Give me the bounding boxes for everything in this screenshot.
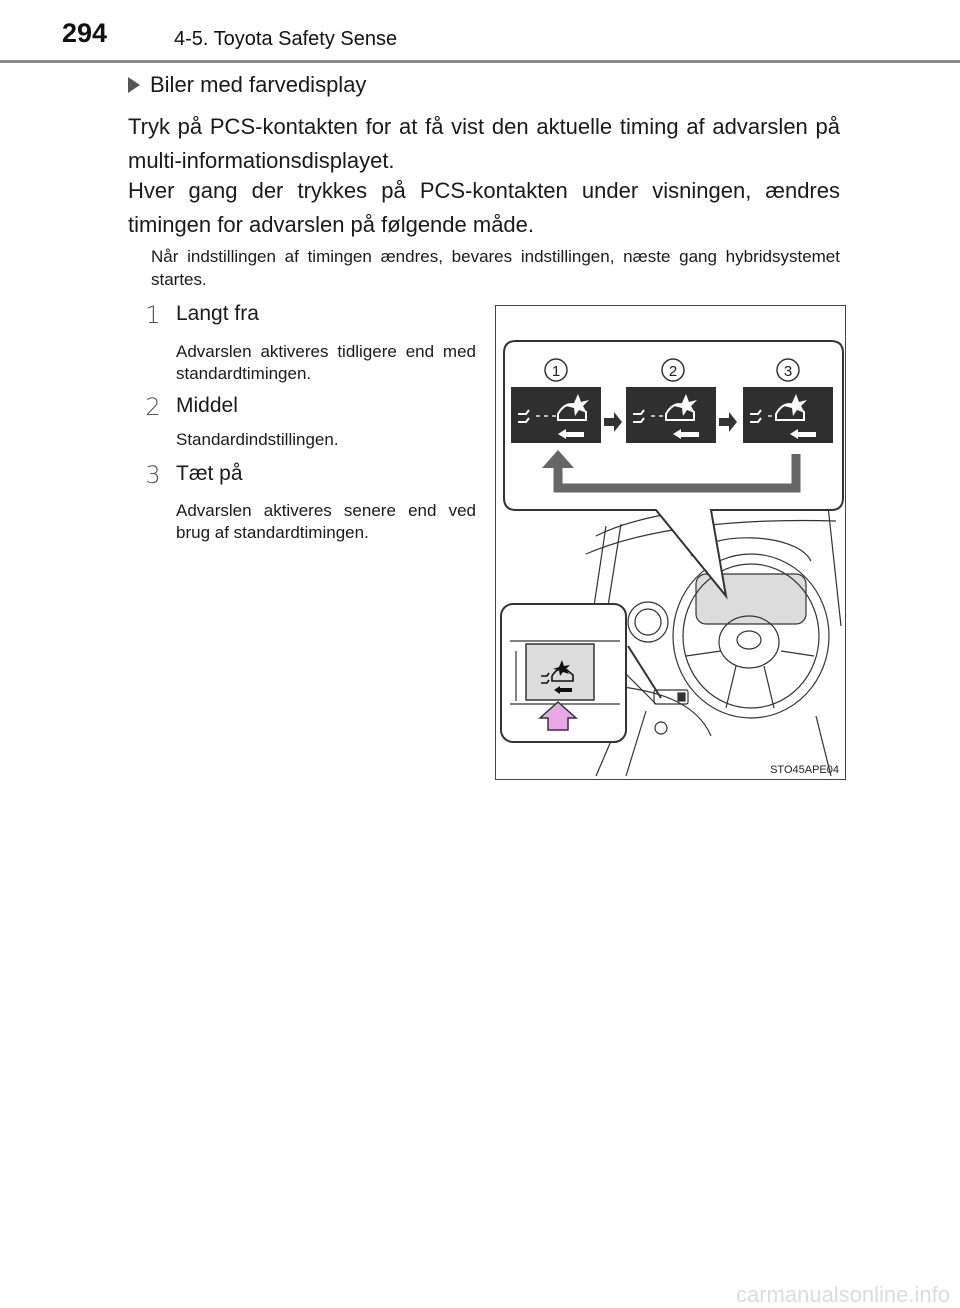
dashboard-illustration xyxy=(496,306,847,781)
timing-screen-middle-icon xyxy=(626,387,716,443)
figure-callout-1: 1 xyxy=(551,363,561,380)
item-title-3: Tæt på xyxy=(176,462,243,485)
paragraph-1: Tryk på PCS-kontakten for at få vist den aktuelle timing af advarslen på multi-informationsdisplayet. xyxy=(128,114,840,173)
figure-callout-3: 3 xyxy=(783,363,793,380)
figure-callout-2: 2 xyxy=(668,363,678,380)
chapter-title: 4-5. Toyota Safety Sense xyxy=(174,28,398,50)
page-number: 294 xyxy=(62,18,108,48)
timing-screen-near-icon xyxy=(743,387,833,443)
paragraph-2: Hver gang der trykkes på PCS-kontakten under visningen, ændres timingen for advarslen på følgende måde. xyxy=(128,178,840,237)
pcs-figure xyxy=(495,305,846,780)
timing-screen-far-icon xyxy=(511,387,601,443)
page-header xyxy=(0,0,960,64)
item-title-1: Langt fra xyxy=(176,302,259,325)
note-text: Når indstillingen af timingen ændres, bevares indstillingen, næste gang hybridsystemet startes. xyxy=(151,247,840,289)
item-title-2: Middel xyxy=(176,394,238,417)
pcs-switch-callout xyxy=(501,604,661,742)
sub-heading-text: Biler med farvedisplay xyxy=(150,72,367,97)
item-description-2: Standardindstillingen. xyxy=(176,430,339,449)
triangle-bullet-icon xyxy=(128,77,140,93)
sub-heading xyxy=(128,72,366,98)
item-description-1: Advarslen aktiveres tidligere end med standardtimingen. xyxy=(176,342,476,383)
item-number-1: 1 xyxy=(145,301,161,329)
item-number-2: 2 xyxy=(145,393,161,421)
header-divider xyxy=(0,60,960,63)
item-number-3: 3 xyxy=(145,461,161,489)
item-description-3: Advarslen aktiveres senere end ved brug af standardtimingen. xyxy=(176,501,476,542)
display-callout xyxy=(504,341,843,596)
figure-code: STO45APE04 xyxy=(770,764,839,776)
watermark: carmanualsonline.info xyxy=(735,1282,950,1307)
